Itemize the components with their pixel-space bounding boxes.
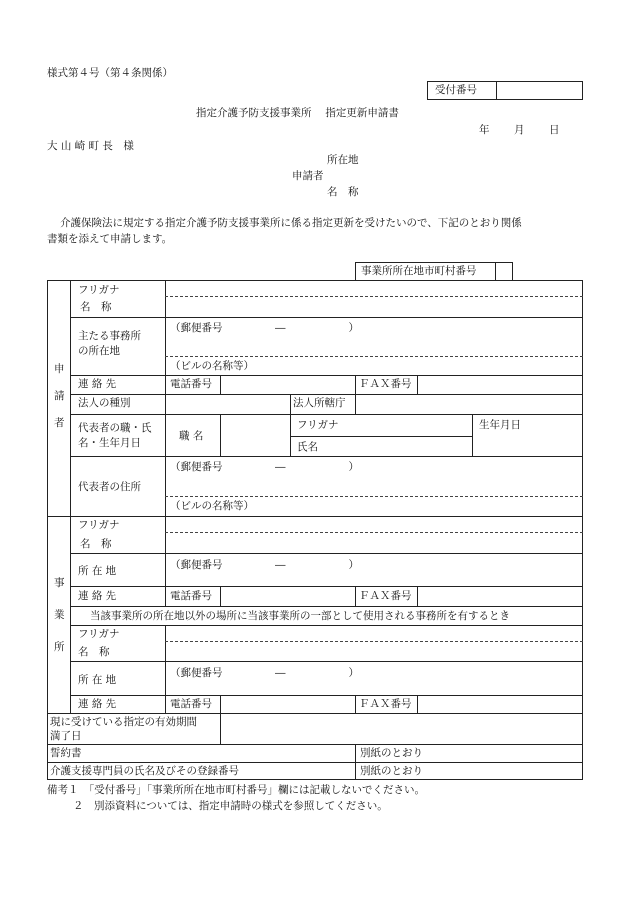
applicant-furigana-label: フリガナ — [78, 284, 120, 296]
applicant-contact-label: 連 絡 先 — [78, 378, 117, 390]
care-manager-label: 介護支援専門員の氏名及びその登録番号 — [50, 765, 239, 777]
main-table — [47, 280, 583, 780]
rep-address-building: （ビルの名称等） — [170, 500, 254, 512]
form-number: 様式第４号（第４条関係） — [47, 67, 173, 79]
rep-address-label: 代表者の住所 — [78, 481, 141, 493]
corp-type-label: 法人の種別 — [78, 397, 131, 409]
municipality-number-label: 事業所所在地市町村番号 — [361, 265, 477, 277]
office-side-label-2: 業 — [54, 609, 65, 621]
date-month: 月 — [514, 124, 525, 136]
main-office-postal: （郵便番号 ― ） — [170, 322, 359, 334]
other-furigana-label: フリガナ — [78, 628, 120, 640]
office-contact-label: 連 絡 先 — [78, 590, 117, 602]
applicant-side-label-1: 申 — [54, 363, 65, 375]
validity-label-2: 満了日 — [50, 730, 82, 742]
corp-authority-label: 法人所轄庁 — [293, 397, 346, 409]
office-phone-label: 電話番号 — [170, 590, 212, 602]
rep-furigana-label: フリガナ — [297, 419, 339, 431]
other-phone-label: 電話番号 — [170, 698, 212, 710]
applicant-label: 申請者 — [292, 170, 324, 182]
date-year: 年 — [479, 124, 490, 136]
pledge-label: 誓約書 — [50, 747, 82, 759]
office-side-label-1: 事 — [54, 577, 65, 589]
applicant-phone-label: 電話番号 — [170, 378, 212, 390]
office-postal: （郵便番号 ― ） — [170, 559, 359, 571]
main-office-label-2: の所在地 — [78, 345, 120, 357]
other-name-label: 名 称 — [78, 646, 110, 658]
care-manager-value: 別紙のとおり — [360, 765, 423, 777]
main-office-building: （ビルの名称等） — [170, 360, 254, 372]
rep-address-postal: （郵便番号 ― ） — [170, 461, 359, 473]
pledge-value: 別紙のとおり — [360, 747, 423, 759]
note-1: 備考１ 「受付番号」「事業所所在地市町村番号」欄には記載しないでください。 — [47, 784, 425, 796]
applicant-name-field-label: 名 称 — [80, 301, 112, 313]
office-location-label: 所 在 地 — [78, 565, 117, 577]
birthdate-label: 生年月日 — [479, 419, 521, 431]
note-2: ２ 別添資料については、指定申請時の様式を参照してください。 — [73, 800, 388, 812]
other-office-note: 当該事業所の所在地以外の場所に当該事業所の一部として使用される事務所を有するとき — [90, 610, 510, 622]
office-furigana-label: フリガナ — [78, 519, 120, 531]
addressee: 大 山 崎 町 長 様 — [47, 140, 134, 152]
main-office-label-1: 主たる事務所 — [78, 330, 141, 342]
other-location-label: 所 在 地 — [78, 674, 117, 686]
position-label: 職 名 — [179, 430, 204, 442]
office-side-label-3: 所 — [54, 641, 65, 653]
intro-text-line2: 書類を添えて申請します。 — [47, 233, 173, 245]
rep-name-label: 氏名 — [297, 441, 318, 453]
validity-label-1: 現に受けている指定の有効期間 — [50, 716, 197, 728]
office-name-label: 名 称 — [80, 538, 112, 550]
other-postal: （郵便番号 ― ） — [170, 667, 359, 679]
office-fax-label: ＦＡＸ番号 — [359, 590, 412, 602]
reception-number-label: 受付番号 — [435, 84, 477, 96]
intro-text-line1: 介護保険法に規定する指定介護予防支援事業所に係る指定更新を受けたいので、下記のとおり関係 — [60, 217, 522, 229]
date-day: 日 — [549, 124, 560, 136]
representative-label-1: 代表者の職・氏 — [78, 422, 152, 434]
representative-label-2: 名・生年月日 — [78, 437, 141, 449]
applicant-side-label-2: 請 — [54, 390, 65, 402]
form-title: 指定介護予防支援事業所 指定更新申請書 — [196, 107, 399, 119]
applicant-fax-label: ＦＡＸ番号 — [359, 378, 412, 390]
other-contact-label: 連 絡 先 — [78, 698, 117, 710]
applicant-name-label: 名 称 — [327, 186, 359, 198]
applicant-side-label-3: 者 — [54, 417, 65, 429]
other-fax-label: ＦＡＸ番号 — [359, 698, 412, 710]
applicant-location-label: 所在地 — [327, 154, 359, 166]
